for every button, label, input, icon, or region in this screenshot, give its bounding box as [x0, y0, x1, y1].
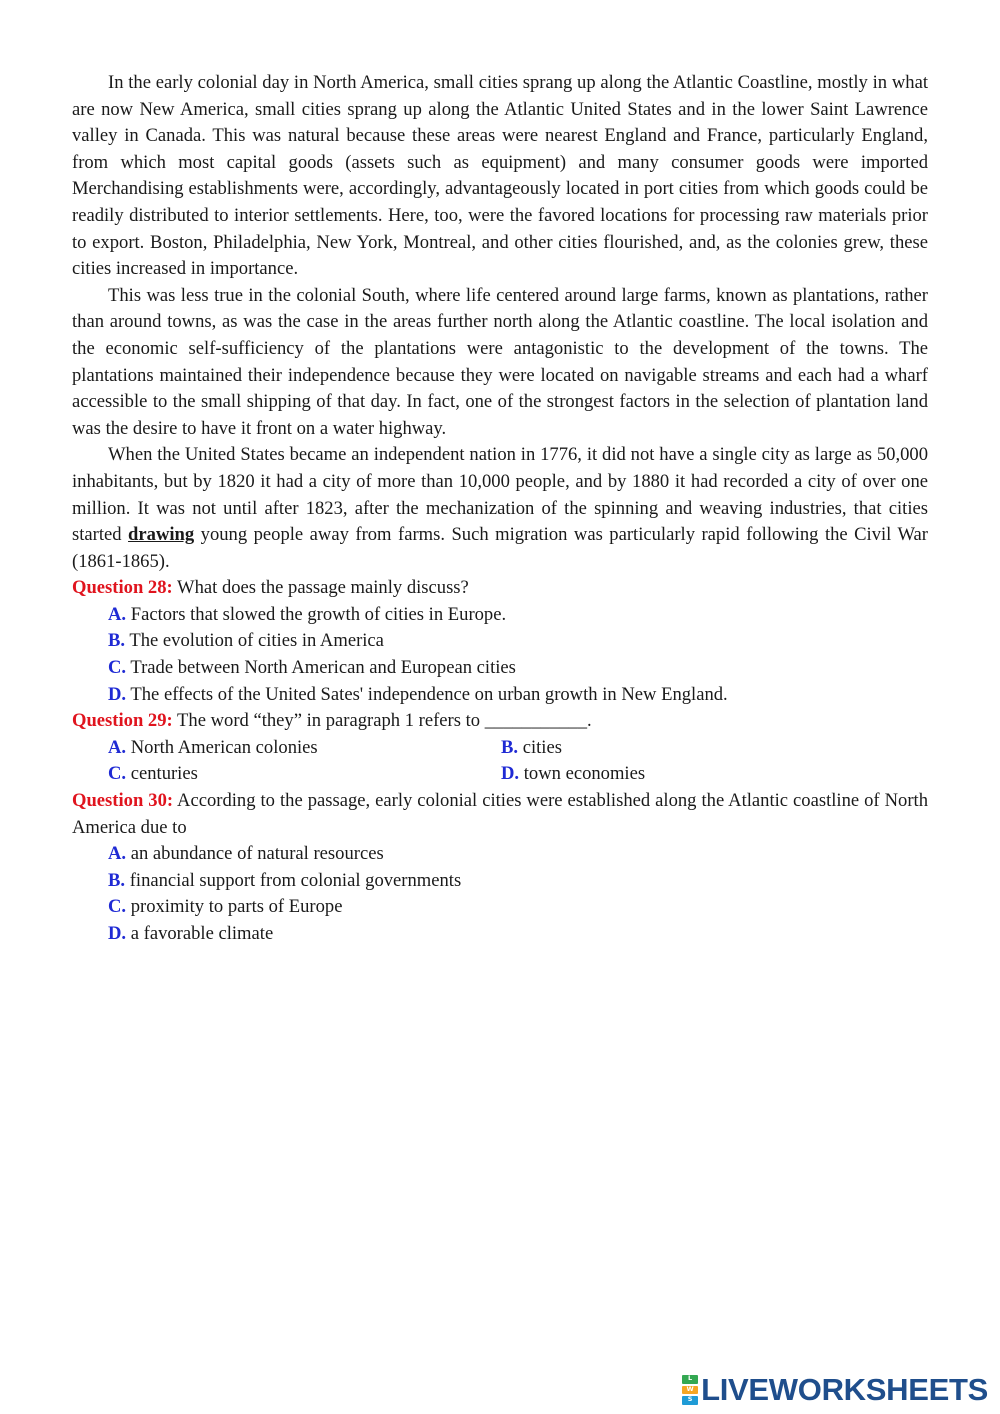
option-30-d[interactable] — [108, 921, 928, 948]
worksheet-content — [72, 70, 928, 948]
option-letter: A. — [108, 603, 127, 625]
option-28-c[interactable] — [108, 655, 928, 682]
passage-paragraph-3 — [72, 442, 928, 575]
option-28-b[interactable] — [108, 628, 928, 655]
logo-text: LIVEWORKSHEETS — [701, 1372, 988, 1407]
liveworksheets-logo-icon — [682, 1375, 698, 1405]
option-text: The evolution of cities in America — [125, 630, 384, 652]
logo-icon-letter: L — [682, 1375, 698, 1384]
options-row — [108, 735, 928, 762]
option-28-a[interactable] — [108, 602, 928, 629]
option-29-c[interactable] — [108, 761, 501, 788]
passage-text: When the United States became an independent nation in 1776, it did not have a single city as large as 50,000 inhabitants, but by 1820 it had a city of more than 10,000 people, and by 1880 it had recorded a city of over one million. It was not until after 1823, after the mechanization of the spinning and weaving industries, that cities started — [72, 444, 928, 546]
question-label: Question 29: — [72, 710, 173, 732]
option-30-a[interactable] — [108, 841, 928, 868]
option-30-c[interactable] — [108, 894, 928, 921]
option-text: proximity to parts of Europe — [126, 896, 343, 918]
option-30-b[interactable] — [108, 868, 928, 895]
option-letter: D. — [108, 923, 127, 944]
option-letter: B. — [108, 869, 126, 891]
question-30 — [72, 788, 928, 841]
options-row — [108, 761, 928, 788]
highlighted-word: drawing — [128, 524, 195, 546]
option-text: Factors that slowed the growth of cities in Europe. — [126, 603, 507, 625]
option-letter: A. — [108, 843, 127, 865]
option-letter: D. — [108, 683, 127, 705]
option-text: centuries — [126, 763, 198, 785]
passage-paragraph-2: This was less true in the colonial South, where life centered around large farms, known as plantations, rather than around towns, as was the case in the areas further north along the Atlantic coastline. The local isolation and the economic self-sufficiency of the plantations were antagonistic to the development of the towns. The plantations maintained their independence because they were located on navigable streams and each had a wharf accessible to the small shipping of that day. In fact, one of the strongest factors in the selection of plantation land was the desire to have it front on a water highway. — [72, 284, 928, 439]
option-text: town economies — [519, 763, 646, 785]
question-label: Question 30: — [72, 790, 174, 812]
liveworksheets-logo[interactable] — [682, 1372, 988, 1407]
option-29-b[interactable] — [501, 735, 894, 762]
question-28 — [72, 575, 928, 602]
option-29-a[interactable] — [108, 735, 501, 762]
option-letter: A. — [108, 736, 127, 758]
question-text: The word “they” in paragraph 1 refers to ___________. — [172, 710, 592, 732]
question-text: What does the passage mainly discuss? — [172, 577, 469, 599]
option-letter: B. — [108, 630, 126, 652]
option-letter: B. — [501, 736, 519, 758]
option-text: The effects of the United Sates' independence on urban growth in New England. — [126, 683, 728, 705]
passage-text: young people away from farms. Such migration was particularly rapid following the Civil War (1861-1865). — [72, 524, 928, 572]
option-text: financial support from colonial governments — [125, 869, 462, 891]
option-text: Trade between North American and European cities — [126, 657, 516, 679]
option-letter: D. — [501, 763, 520, 785]
logo-icon-letter: S — [682, 1396, 698, 1405]
option-letter: C. — [108, 763, 127, 785]
option-letter: C. — [108, 896, 127, 918]
question-text: According to the passage, early colonial cities were established along the Atlantic coastline of North America due to — [72, 790, 928, 838]
option-29-d[interactable] — [501, 761, 894, 788]
option-letter: C. — [108, 657, 127, 679]
logo-icon-letter: W — [682, 1386, 698, 1395]
option-text: an abundance of natural resources — [126, 843, 384, 865]
option-text: cities — [518, 736, 562, 758]
option-28-d[interactable] — [108, 682, 928, 709]
option-text: a favorable climate — [126, 923, 274, 944]
question-29 — [72, 708, 928, 735]
option-text: North American colonies — [126, 736, 318, 758]
question-label: Question 28: — [72, 577, 173, 599]
passage-paragraph-1: In the early colonial day in North America, small cities sprang up along the Atlantic Coastline, mostly in what are now New America, small cities sprang up along the Atlantic United States and in the lower Saint Lawrence valley in Canada. This was natural because these areas were nearest England and France, particularly England, from which most capital goods (assets such as equipment) and many consumer goods were imported Merchandising establishments were, accordingly, advantageously located in port cities from which goods could be readily distributed to interior settlements. Here, too, were the favored locations for processing raw materials prior to export. Boston, Philadelphia, New York, Montreal, and other cities flourished, and, as the colonies grew, these cities increased in importance. — [72, 72, 928, 280]
